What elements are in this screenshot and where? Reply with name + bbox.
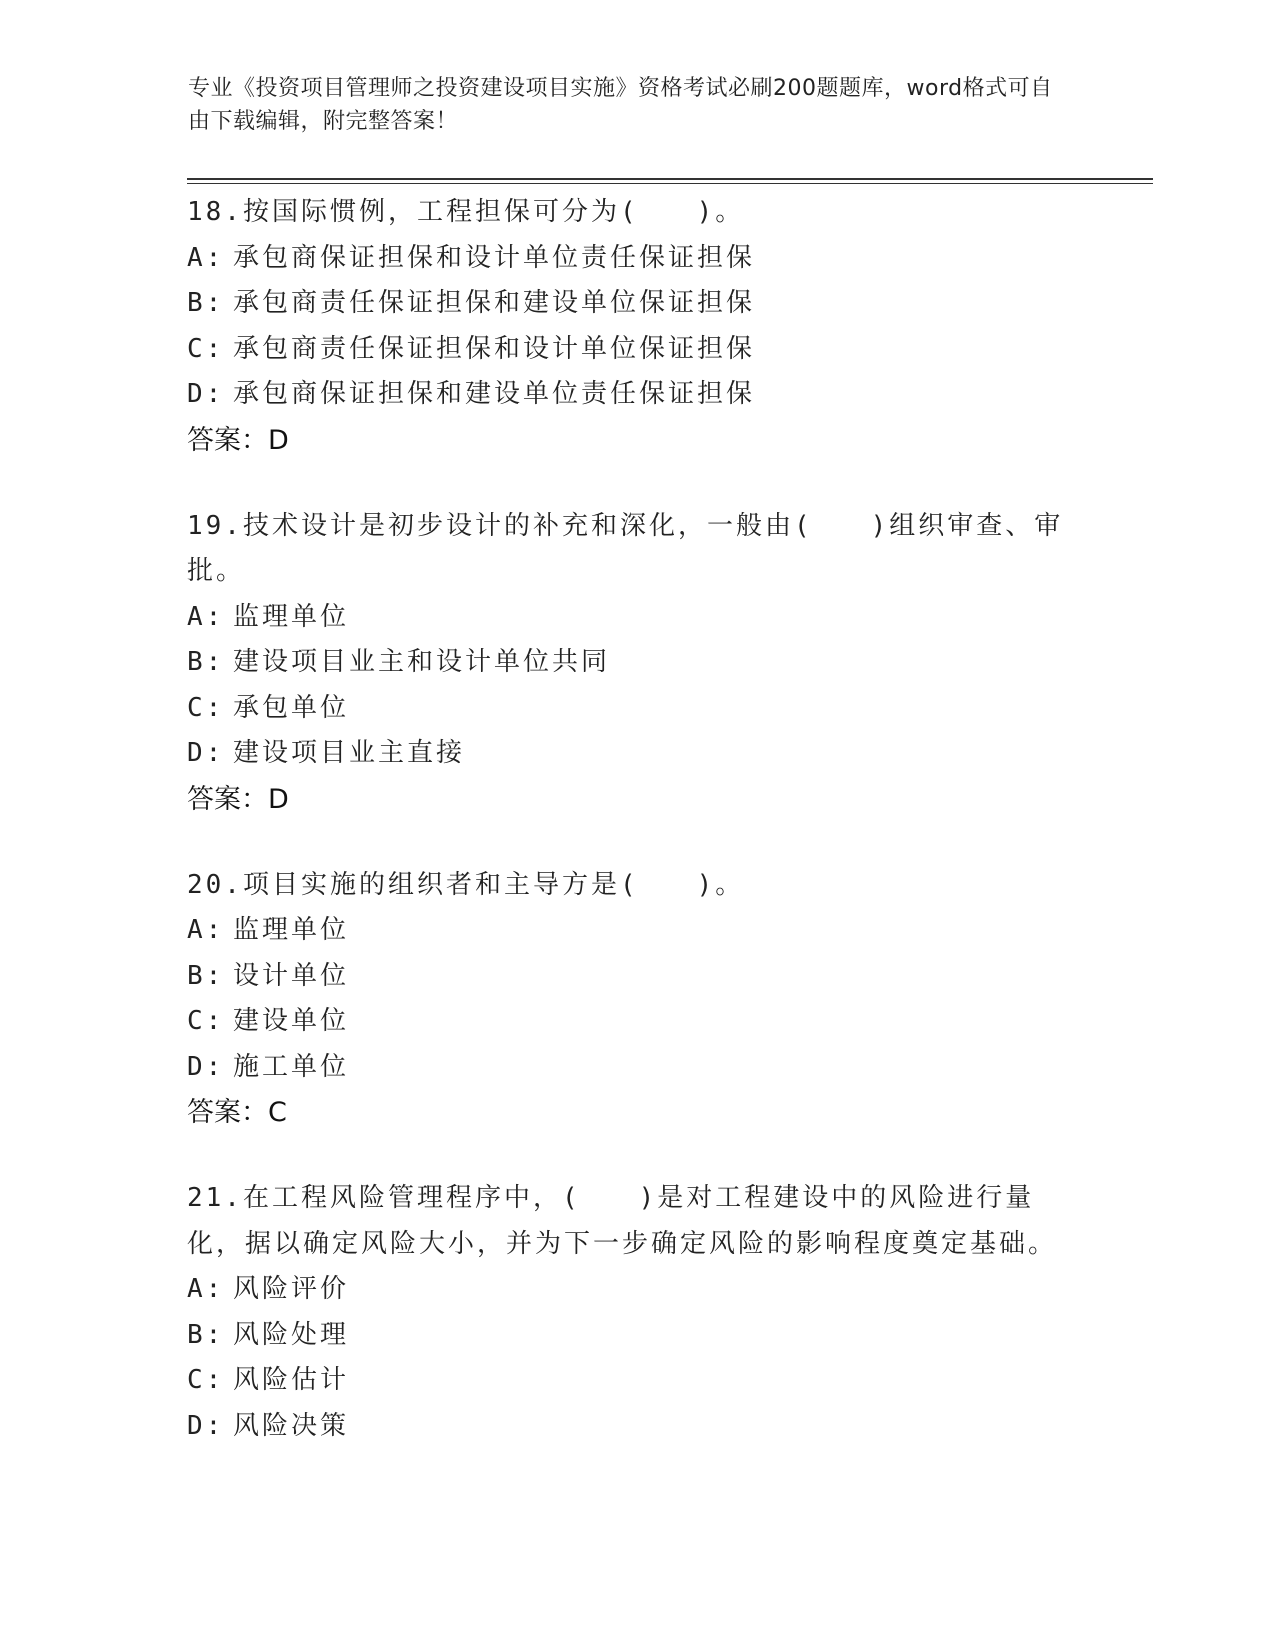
option-text: 建设项目业主直接: [233, 738, 466, 768]
option-text: 监理单位: [233, 915, 350, 945]
option-letter: D:: [187, 1410, 225, 1441]
question-text: 21.在工程风险管理程序中，( )是对工程建设中的风险进行量化，据以确定风险大小，并为下一步确定风险的影响程度奠定基础。: [187, 1183, 1058, 1259]
option-a: [187, 595, 1087, 641]
option-d: [187, 731, 1087, 777]
option-d: [187, 1404, 1087, 1450]
answer-label: 答案：C: [187, 1097, 287, 1128]
question-18: [187, 190, 1087, 464]
answer-label: 答案：D: [187, 424, 289, 456]
option-letter: C:: [187, 692, 225, 723]
option-b: [187, 954, 1087, 1000]
option-b: [187, 640, 1087, 686]
option-letter: B:: [187, 288, 225, 318]
option-letter: C:: [187, 1365, 225, 1395]
option-letter: C:: [187, 333, 225, 364]
option-text: 风险处理: [233, 1319, 350, 1350]
document-header: 专业《投资项目管理师之投资建设项目实施》资格考试必刷200题题库，word格式可自由下载编辑，附完整答案！: [188, 76, 1053, 134]
question-19: [187, 504, 1087, 823]
option-text: 承包商保证担保和设计单位责任保证担保: [233, 242, 756, 273]
option-letter: C:: [187, 1006, 225, 1036]
option-letter: D:: [187, 1051, 225, 1082]
answer-label: 答案：D: [187, 783, 289, 815]
option-letter: A:: [187, 601, 225, 632]
option-c: [187, 1358, 1087, 1404]
option-d: [187, 372, 1087, 418]
option-text: 承包商保证担保和建设单位责任保证担保: [233, 379, 756, 409]
option-a: [187, 1267, 1087, 1313]
option-text: 施工单位: [233, 1051, 350, 1082]
option-letter: D:: [187, 379, 225, 409]
option-text: 风险决策: [233, 1410, 350, 1441]
option-text: 承包单位: [233, 692, 350, 723]
option-c: [187, 686, 1087, 732]
option-b: [187, 281, 1087, 327]
question-20: [187, 863, 1087, 1137]
option-a: [187, 908, 1087, 954]
option-text: 风险估计: [233, 1365, 350, 1395]
option-c: [187, 327, 1087, 373]
header-divider: [187, 178, 1153, 180]
question-21: [187, 1176, 1087, 1449]
option-letter: A:: [187, 915, 225, 945]
option-letter: D:: [187, 738, 225, 768]
option-letter: A:: [187, 1274, 225, 1304]
option-text: 承包商责任保证担保和设计单位保证担保: [233, 333, 756, 364]
option-letter: A:: [187, 242, 225, 273]
option-text: 承包商责任保证担保和建设单位保证担保: [233, 288, 756, 318]
option-letter: B:: [187, 647, 225, 677]
option-text: 监理单位: [233, 601, 350, 632]
question-list: [187, 190, 1087, 1489]
option-text: 设计单位: [233, 960, 350, 991]
question-text: 18.按国际惯例，工程担保可分为( )。: [187, 197, 745, 227]
question-text: 19.技术设计是初步设计的补充和深化，一般由( )组织审查、审批。: [187, 510, 1064, 586]
option-text: 建设项目业主和设计单位共同: [233, 647, 611, 677]
option-c: [187, 999, 1087, 1045]
option-d: [187, 1045, 1087, 1091]
question-text: 20.项目实施的组织者和主导方是( )。: [187, 869, 745, 900]
header-divider-thin: [187, 183, 1153, 184]
option-b: [187, 1313, 1087, 1359]
option-text: 风险评价: [233, 1274, 350, 1304]
option-a: [187, 236, 1087, 282]
option-letter: B:: [187, 1319, 225, 1350]
option-text: 建设单位: [233, 1006, 350, 1036]
option-letter: B:: [187, 960, 225, 991]
